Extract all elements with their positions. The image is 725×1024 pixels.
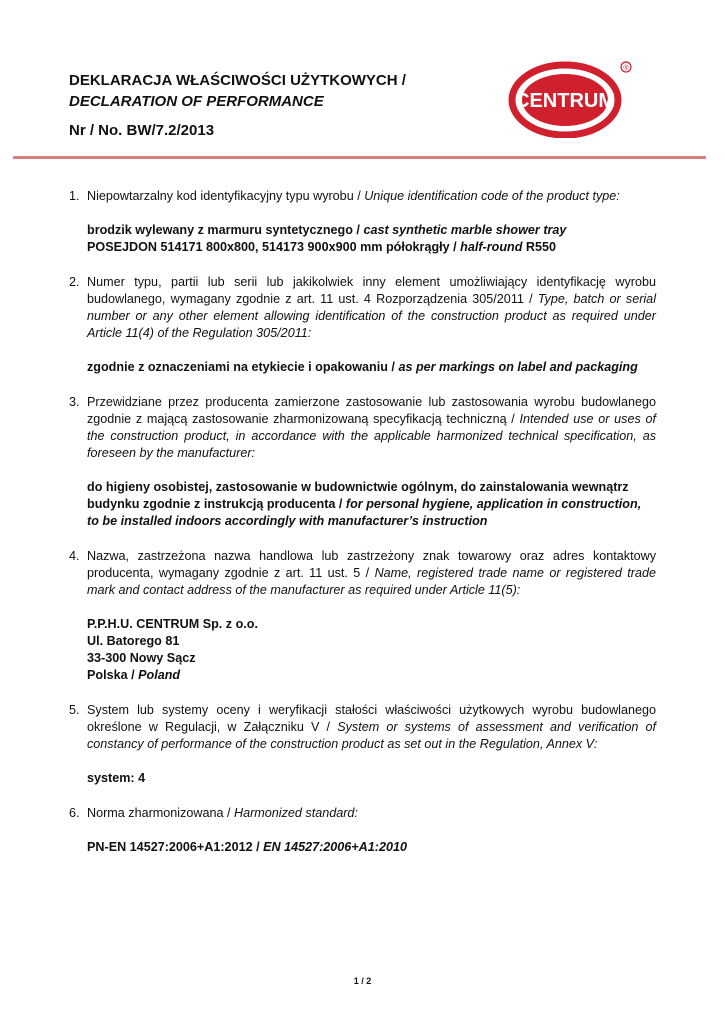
street-address: Ul. Batorego 81 — [87, 634, 180, 648]
item-description: Norma zharmonizowana / Harmonized standard: — [87, 806, 358, 820]
item-number: 1. — [69, 189, 80, 203]
item-number: 4. — [69, 549, 80, 563]
title-english: DECLARATION OF PERFORMANCE — [69, 93, 324, 110]
list-item — [69, 805, 656, 856]
declaration-body — [69, 188, 656, 874]
item-description: Niepowtarzalny kod identyfikacyjny typu wyrobu / Unique identification code of the product type: — [87, 189, 620, 203]
title-polish: DEKLARACJA WŁAŚCIWOŚCI UŻYTKOWYCH / — [69, 72, 406, 89]
item-number: 3. — [69, 395, 80, 409]
centrum-logo — [507, 56, 635, 138]
company-name: P.P.H.U. CENTRUM Sp. z o.o. — [87, 617, 258, 631]
registered-mark: ® — [623, 65, 629, 72]
item-description: Numer typu, partii lub serii lub jakikolwiek inny element umożliwiający identyfikację wyrobu budowlanego, wymagany zgodnie z art. 11 ust. 4 Rozporządzenia 305/2011 / Type, batch or serial number or any other element allowing identification of the construction product as required under Article 11(4) of the Regulation 305/2011: — [87, 275, 656, 340]
list-item — [69, 188, 656, 256]
page-number: 1 / 2 — [353, 976, 372, 986]
item-description: Przewidziane przez producenta zamierzone zastosowanie lub zastosowania wyrobu budowlanego zgodnie z mającą zastosowanie zharmonizowaną specyfikacją techniczną / Intended use or uses of the construction product, in accordance with the applicable harmonized technical specification, as foreseen by the manufacturer: — [87, 395, 656, 460]
country: Polska / Poland — [87, 668, 181, 682]
item-answer: PN-EN 14527:2006+A1:2012 / EN 14527:2006+A1:2010 — [87, 840, 407, 854]
item-answer: zgodnie z oznaczeniami na etykiecie i opakowaniu / as per markings on label and packaging — [87, 360, 638, 374]
item-number: 6. — [69, 806, 80, 820]
postal-city: 33-300 Nowy Sącz — [87, 651, 196, 665]
list-item — [69, 274, 656, 376]
item-answer: brodzik wylewany z marmuru syntetycznego / cast synthetic marble shower tray POSEJDON 514171 800x800, 514173 900x900 mm półokrągły / half-round R550 — [87, 223, 567, 254]
document-number: Nr / No. BW/7.2/2013 — [69, 122, 215, 139]
list-item — [69, 394, 656, 530]
item-answer: system: 4 — [87, 771, 146, 785]
item-answer: do higieny osobistej, zastosowanie w budownictwie ogólnym, do zainstalowania wewnątrz budynku zgodnie z instrukcją producenta / for personal hygiene, application in construction, to be installed indoors accordingly with manufacturer’s instruction — [87, 480, 642, 528]
item-number: 2. — [69, 275, 80, 289]
document-title — [69, 70, 406, 112]
header-divider — [13, 156, 706, 159]
logo-text: CENTRUM — [515, 90, 615, 112]
list-item — [69, 702, 656, 787]
list-item — [69, 548, 656, 684]
manufacturer-address — [87, 616, 656, 684]
item-description: Nazwa, zastrzeżona nazwa handlowa lub zastrzeżony znak towarowy oraz adres kontaktowy producenta, wymagany zgodnie z art. 11 ust. 5 / Name, registered trade name or registered trade mark and contact address of the manufacturer as required under Article 11(5): — [87, 549, 657, 597]
item-description: System lub systemy oceny i weryfikacji stałości właściwości użytkowych wyrobu budowlanego określone w Regulacji, w Załączniku V / System or systems of assessment and verification of constancy of performance of the construction product as set out in the Regulation, Annex V: — [87, 703, 656, 751]
item-number: 5. — [69, 703, 80, 717]
